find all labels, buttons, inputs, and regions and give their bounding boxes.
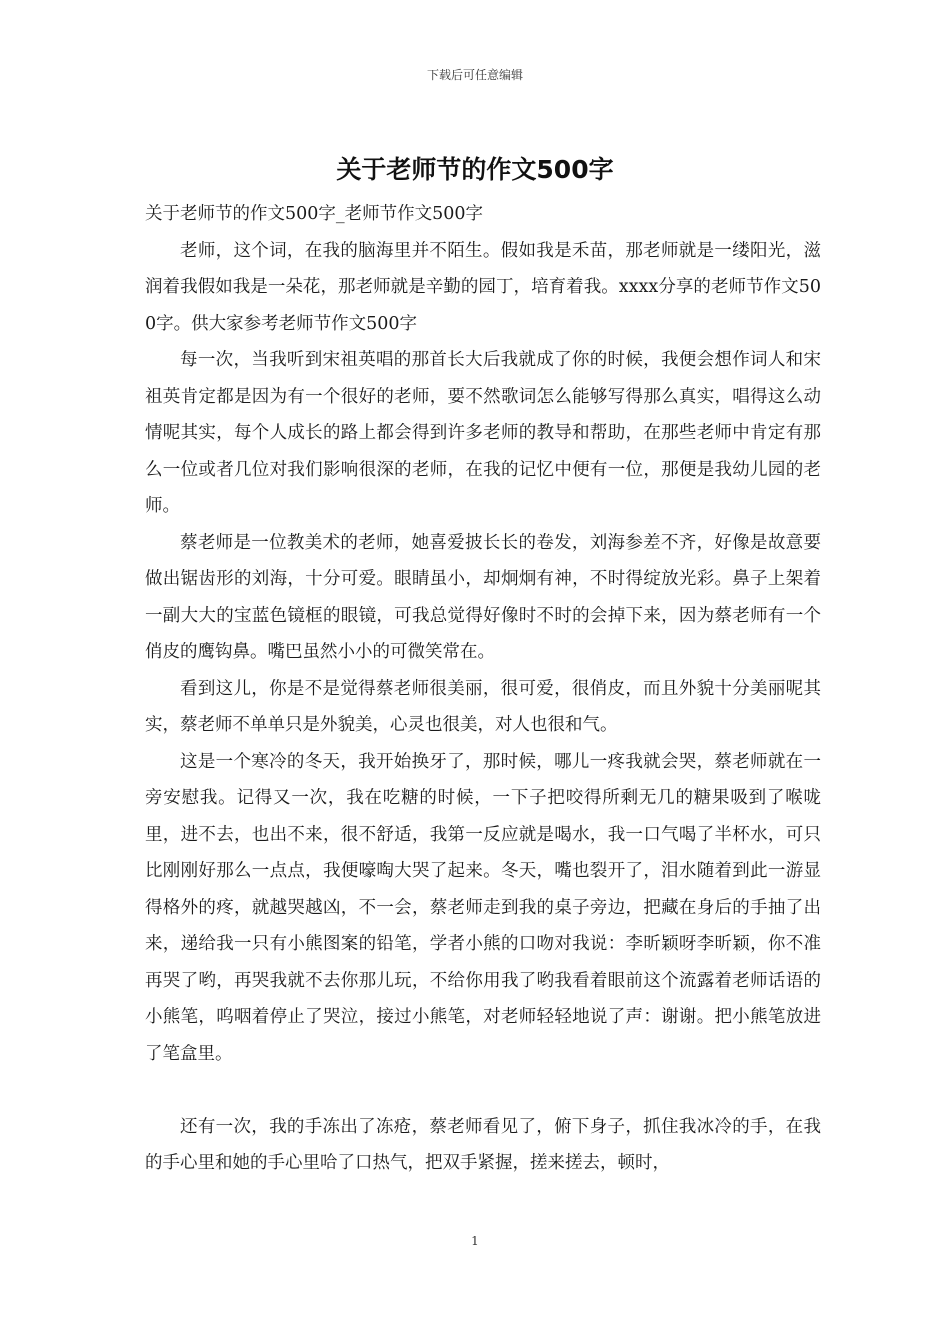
- paragraph: 老师，这个词，在我的脑海里并不陌生。假如我是禾苗，那老师就是一缕阳光，滋润着我假如我是一朵花，那老师就是辛勤的园丁，培育着我。xxxx分享的老师节作文500字。供大家参考老师节作文500字: [145, 240, 821, 334]
- page-number: 1: [471, 1234, 479, 1248]
- document-title: 关于老师节的作文500字: [336, 155, 614, 184]
- paragraph: 看到这儿，你是不是觉得蔡老师很美丽，很可爱，很俏皮，而且外貌十分美丽呢其实，蔡老师不单单只是外貌美，心灵也很美，对人也很和气。: [145, 678, 821, 735]
- document-subtitle: 关于老师节的作文500字_老师节作文500字: [145, 204, 484, 224]
- paragraph: 每一次，当我听到宋祖英唱的那首长大后我就成了你的时候，我便会想作词人和宋祖英肯定都是因为有一个很好的老师，要不然歌词怎么能够写得那么真实，唱得这么动情呢其实，每个人成长的路上都会得到许多老师的教导和帮助，在那些老师中肯定有那么一位或者几位对我们影响很深的老师，在我的记忆中便有一位，那便是我幼儿园的老师。: [145, 350, 821, 516]
- paragraph: 还有一次，我的手冻出了冻疮，蔡老师看见了，俯下身子，抓住我冰冷的手，在我的手心里和她的手心里哈了口热气，把双手紧握，搓来搓去，顿时，: [145, 1116, 821, 1173]
- document-body: [145, 196, 821, 1182]
- paragraph: 这是一个寒冷的冬天，我开始换牙了，那时候，哪儿一疼我就会哭，蔡老师就在一旁安慰我。记得又一次，我在吃糖的时候，一下子把咬得所剩无几的糖果吸到了喉咙里，进不去，也出不来，很不舒适，我第一反应就是喝水，我一口气喝了半杯水，可只比刚刚好那么一点点，我便嚎啕大哭了起来。冬天，嘴也裂开了，泪水随着到此一游显得格外的疼，就越哭越凶，不一会，蔡老师走到我的桌子旁边，把藏在身后的手抽了出来，递给我一只有小熊图案的铅笔，学者小熊的口吻对我说：李昕颖呀李昕颖，你不准再哭了哟，再哭我就不去你那儿玩，不给你用我了哟我看着眼前这个流露着老师话语的小熊笔，呜咽着停止了哭泣，接过小熊笔，对老师轻轻地说了声：谢谢。把小熊笔放进了笔盒里。: [145, 751, 821, 1064]
- paragraph: 蔡老师是一位教美术的老师，她喜爱披长长的卷发，刘海参差不齐，好像是故意要做出锯齿形的刘海，十分可爱。眼睛虽小，却炯炯有神，不时得绽放光彩。鼻子上架着一副大大的宝蓝色镜框的眼镜，可我总觉得好像时不时的会掉下来，因为蔡老师有一个俏皮的鹰钩鼻。嘴巴虽然小小的可微笑常在。: [145, 532, 821, 662]
- header-note: 下载后可任意编辑: [426, 68, 523, 82]
